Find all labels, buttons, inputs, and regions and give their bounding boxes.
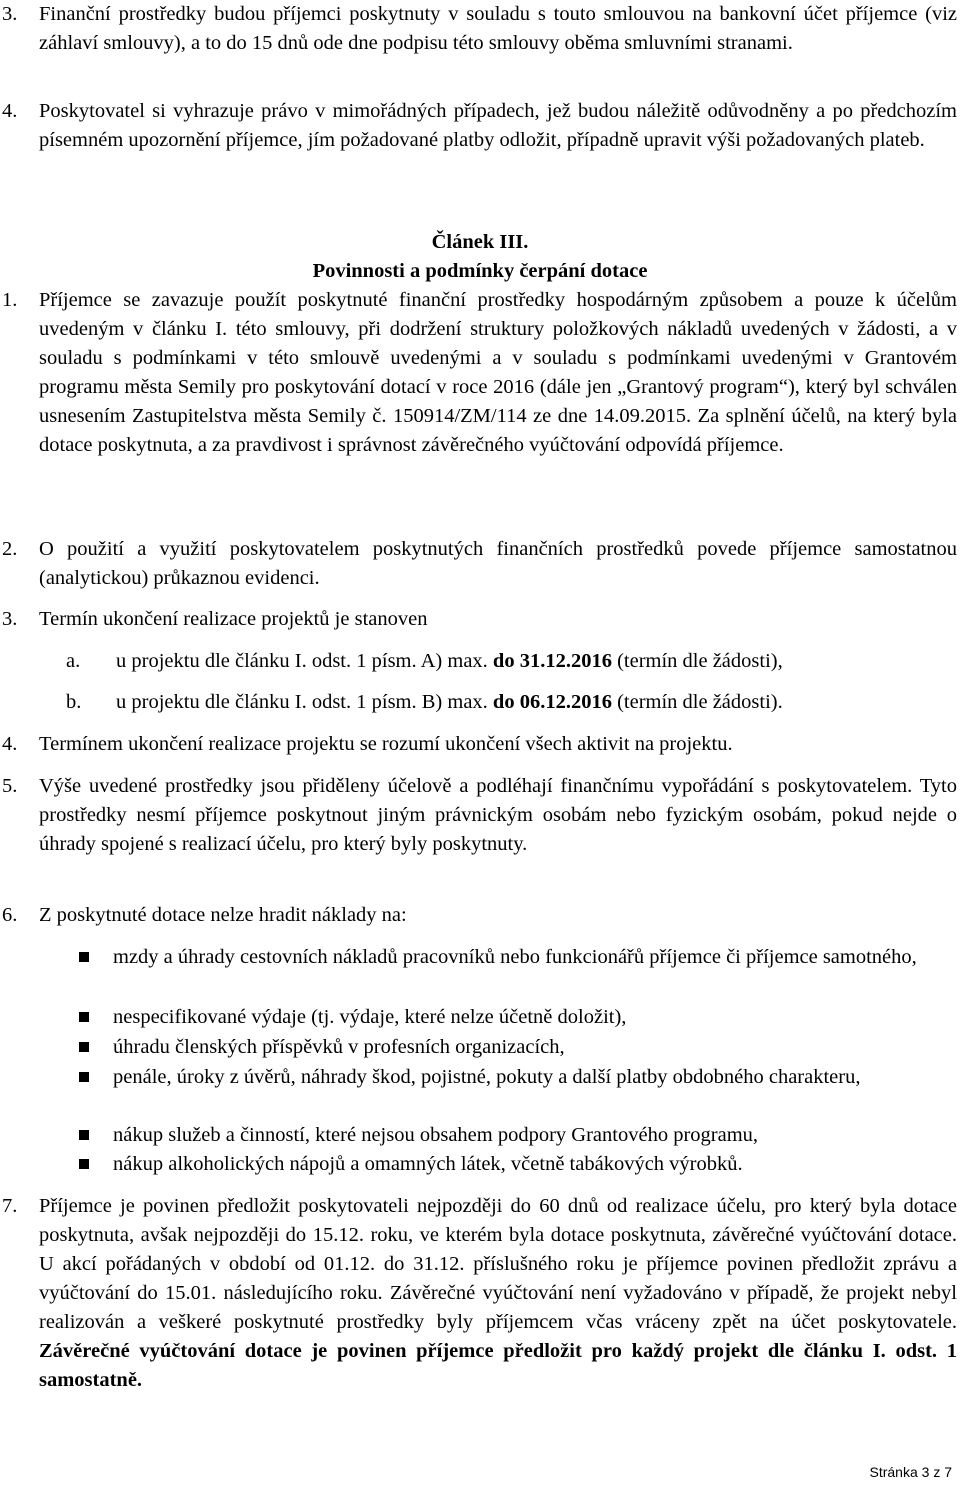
paragraph-4-payments: [0, 97, 960, 155]
bullet-text: nákup služeb a činností, které nejsou obsahem podpory Grantového programu,: [113, 1124, 759, 1146]
square-bullet-icon: [79, 1042, 89, 1052]
bullet-text: úhradu členských příspěvků v profesních organizacích,: [113, 1036, 565, 1058]
bullet-text: nákup alkoholických nápojů a omamných látek, včetně tabákových výrobků.: [113, 1153, 743, 1175]
paragraph-text: O použití a využití poskytovatelem poskytnutých finančních prostředků povede příjemce samostatnou (analytickou) průkaznou evidenci.: [39, 538, 957, 589]
bullet-text: nespecifikované výdaje (tj. výdaje, které nelze účetně doložit),: [113, 1006, 627, 1028]
paragraph-3: [0, 605, 960, 634]
sub-item-label: b.: [66, 691, 82, 713]
square-bullet-icon: [79, 1012, 89, 1022]
sub-item-text: u projektu dle článku I. odst. 1 písm. B) max. do 06.12.2016 (termín dle žádosti).: [116, 691, 783, 713]
article-title: Článek III.: [431, 231, 529, 253]
paragraph-number: 2.: [2, 538, 18, 560]
paragraph-7: [0, 1192, 960, 1395]
paragraph-text: Termínem ukončení realizace projektu se rozumí ukončení všech aktivit na projektu.: [39, 733, 733, 755]
paragraph-text: Výše uvedené prostředky jsou přiděleny účelově a podléhají finančnímu vypořádání s poskytovatelem. Tyto prostředky nesmí příjemce poskytnout jiným právnickým osobám nebo fyzickým osobám, pokud nejde o úhrady spojené s realizací účelu, pro který byly poskytnuty.: [39, 775, 957, 855]
sub-item-label: a.: [66, 650, 81, 672]
square-bullet-icon: [79, 1159, 89, 1169]
square-bullet-icon: [79, 1130, 89, 1140]
paragraph-text: Příjemce se zavazuje použít poskytnuté finanční prostředky hospodárným způsobem a pouze k účelům uvedeným v článku I. této smlouvy, při dodržení struktury položkových nákladů uvedených v žádosti, a v souladu s podmínkami v této smlouvě uvedenými a v souladu s podmínkami uvedenými v Grantovém programu města Semily pro poskytování dotací v roce 2016 (dále jen „Grantový program“), který byl schválen usnesením Zastupitelstva města Semily č. 150914/ZM/114 ze dne 14.09.2015. Za splnění účelů, na který byla dotace poskytnuta, a za pravdivost i správnost závěrečného vyúčtování odpovídá příjemce.: [39, 289, 957, 456]
square-bullet-icon: [79, 1072, 89, 1082]
square-bullet-icon: [79, 952, 89, 962]
paragraph-text: Finanční prostředky budou příjemci poskytnuty v souladu s touto smlouvou na bankovní účet příjemce (viz záhlaví smlouvy), a to do 15 dnů ode dne podpisu této smlouvy oběma smluvními stranami.: [39, 3, 957, 54]
bullet-item: [66, 943, 960, 972]
bullet-item: [66, 1003, 960, 1032]
paragraph-2: [0, 535, 960, 593]
paragraph-5: [0, 772, 960, 859]
bullet-item: [66, 1033, 960, 1062]
paragraph-text: Poskytovatel si vyhrazuje právo v mimořádných případech, jež budou náležitě odůvodněny a po předchozím písemném upozornění příjemce, jím požadované platby odložit, případně upravit výši požadovaných plateb.: [39, 100, 957, 151]
paragraph-number: 4.: [2, 733, 18, 755]
sub-item-text: u projektu dle článku I. odst. 1 písm. A) max. do 31.12.2016 (termín dle žádosti),: [116, 650, 783, 672]
article-subtitle: Povinnosti a podmínky čerpání dotace: [312, 260, 648, 282]
paragraph-3-funds: [0, 0, 960, 58]
paragraph-number: 6.: [2, 904, 18, 926]
paragraph-text: Příjemce je povinen předložit poskytovateli nejpozději do 60 dnů od realizace účelu, pro který byla dotace poskytnuta, avšak nejpozději do 15.12. roku, ve kterém byla dotace poskytnuta, závěrečné vyúčtování dotace. U akcí pořádaných v období od 01.12. do 31.12. příslušného roku je příjemce povinen předložit zprávu a vyúčtování do 15.01. následujícího roku. Závěrečné vyúčtování není vyžadováno v případě, že projekt nebyl realizován a veškeré poskytnuté prostředky byly příjemcem včas vráceny zpět na účet poskytovatele.: [39, 1195, 957, 1333]
paragraph-number: 4.: [2, 100, 18, 122]
bullet-text: mzdy a úhrady cestovních nákladů pracovníků nebo funkcionářů příjemce či příjemce samotného,: [113, 946, 917, 968]
paragraph-number: 5.: [2, 775, 18, 797]
paragraph-number: 1.: [2, 289, 18, 311]
paragraph-6: [0, 901, 960, 930]
paragraph-4: [0, 730, 960, 759]
paragraph-bold-text: Závěrečné vyúčtování dotace je povinen příjemce předložit pro každý projekt dle článku I. odst. 1 samostatně.: [39, 1340, 957, 1391]
paragraph-number: 7.: [2, 1195, 18, 1217]
bullet-item: [66, 1121, 960, 1150]
paragraph-number: 3.: [2, 608, 18, 630]
paragraph-text: Z poskytnuté dotace nelze hradit náklady na:: [39, 904, 407, 926]
paragraph-1: [0, 286, 960, 460]
bullet-item: [66, 1063, 960, 1092]
page-number: Stránka 3 z 7: [869, 1464, 952, 1480]
paragraph-number: 3.: [2, 3, 18, 25]
bullet-text: penále, úroky z úvěrů, náhrady škod, pojistné, pokuty a další platby obdobného charakteru,: [113, 1066, 861, 1088]
bullet-item: [66, 1150, 960, 1179]
paragraph-text: Termín ukončení realizace projektů je stanoven: [39, 608, 428, 630]
